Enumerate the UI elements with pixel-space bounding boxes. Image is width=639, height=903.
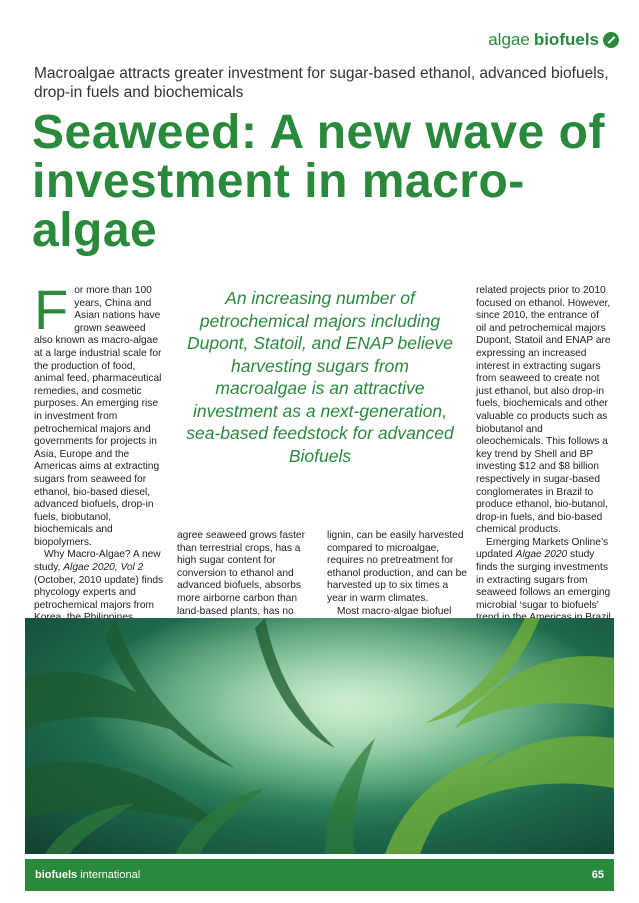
footer-brand-bold: biofuels [35,869,78,881]
kelp-illustration [25,618,614,854]
section-tag-light: algae [488,30,530,49]
column-2 [177,530,312,618]
column-4-p2-end: study finds the surging investments in extracting sugars from seaweed follows an emerging microbial ‘sugar to biofuels’ [476,549,611,611]
page-number: 65 [591,869,604,881]
column-1-paragraph-1 [34,278,166,549]
column-1-p2-end: (October, 2010 update) finds phycology experts and petrochemical majors from [34,574,164,611]
column-1 [34,278,166,638]
column-3-paragraph-2: Most macro-algae biofuel [337,605,452,617]
column-4-p2-start: Emerging Markets Online’s updated [476,536,609,561]
column-2-text: agree seaweed grows faster than terrestrial crops, has a high sugar content for conversion to ethanol and advanced biofuels, absorbs more airborne carbon than land-based plants, has no [177,530,305,617]
column-1-text: or more than 100 years, China and Asian nations have grown seaweed also known as macro-algae at a large industrial scale for the production of food, animal feed, pharmaceutical remedies, and cosmetic purposes. An emerging rise in investment from petrochemical majors and governments for projects in Asia, Europe and the Americas aims at extracting sugars from seaweed for ethanol, bio-based diesel, advanced biofuels, drop-in fuels, biobutanol, biochemicals and biopolymers. [34,285,162,548]
column-3-paragraph-1: lignin, can be easily harvested compared to microalgae, requires no pretreatment for ethanol production, and can be harvested up to six times a year in warm climates. [327,530,467,604]
section-tag [488,30,619,50]
leaf-icon [603,32,619,48]
seaweed-photo [25,618,614,854]
drop-cap: F [34,278,69,341]
footer-brand-light: international [80,869,141,881]
column-4-paragraph-1: related projects prior to 2010 focused on ethanol. However, since 2010, the entrance of oil and petrochemical majors Dupont, Statoil and ENAP are expressing an increased interest in extracting sugars from seaweed to create not just ethanol, but also drop-in fuels, biochemicals and other valuable co products such as biobutanol and oleochemicals. This follows a key trend by Shell and BP investing $12 and $8 billion respectively in sugar-based conglomerates in Brazil to produce ethanol, bio-butanol, drop-in fuels, and bio-based chemical products. [476,285,611,536]
pull-quote: An increasing number of petrochemical majors including Dupont, Statoil, and ENAP believe harvesting sugars from macroalgae is an attractive investment as a next-generation, sea-based feedstock for advanced Biofuels [186,288,454,466]
page-footer [25,859,614,891]
article-subhead: Macroalgae attracts greater investment for sugar-based ethanol, advanced biofuels, drop-in fuels and biochemicals [34,65,609,101]
article-headline: Seaweed: A new wave of investment in macro-algae [32,106,605,257]
column-4 [476,285,611,638]
footer-brand [35,869,140,881]
column-1-p2-start: Why Macro-Algae? A new study, [34,549,161,574]
column-3 [327,530,470,618]
section-tag-bold: biofuels [533,30,599,49]
study-title: Algae 2020, Vol 2 [63,562,144,574]
study-title-2: Algae 2020 [515,549,568,561]
